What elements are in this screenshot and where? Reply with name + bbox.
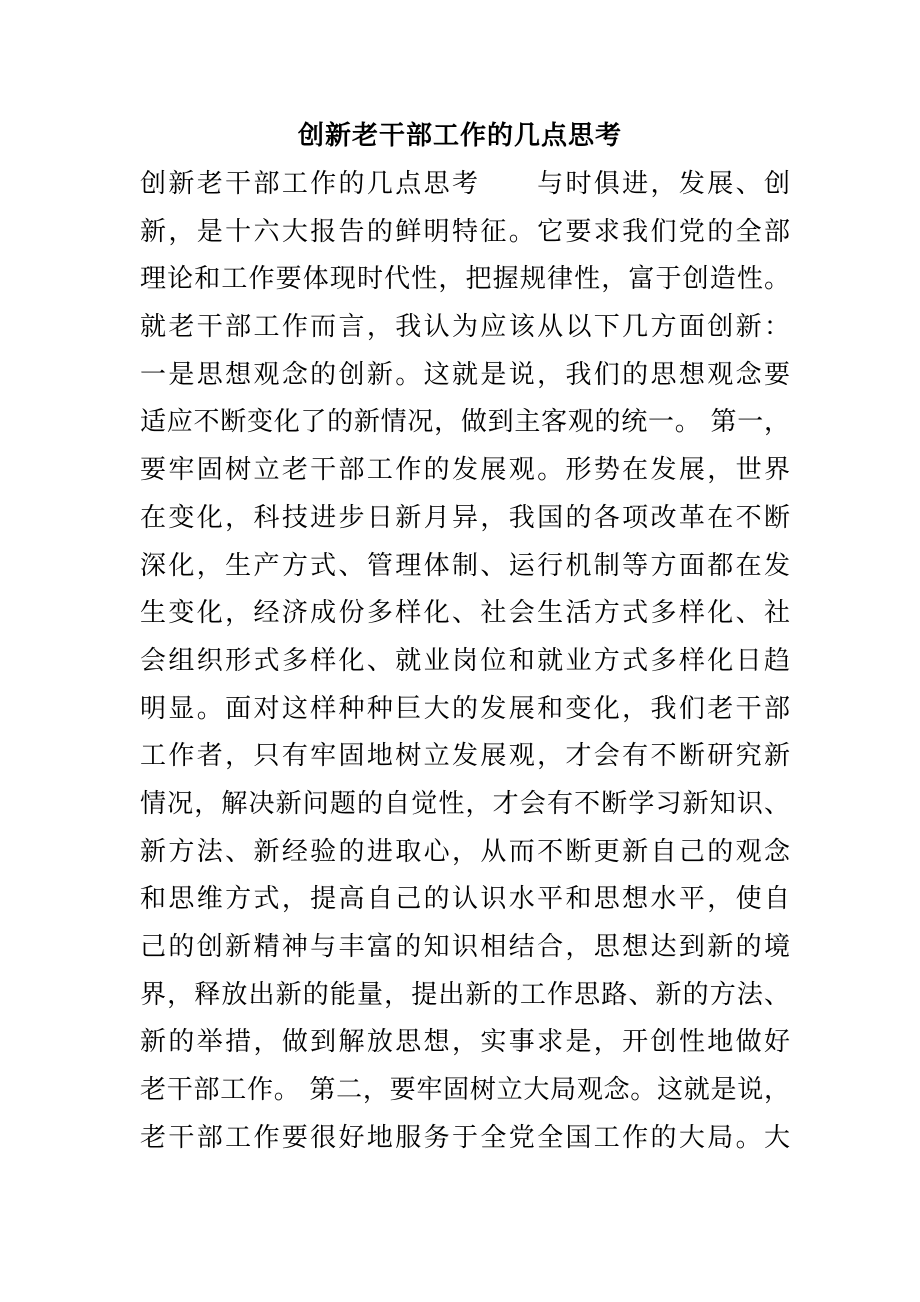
body-line: 新，是十六大报告的鲜明特征。它要求我们党的全部 [140,216,790,247]
body-line: 要牢固树立老干部工作的发展观。形势在发展，世界 [140,455,790,486]
body-line: 理论和工作要体现时代性，把握规律性，富于创造性。 [140,264,790,295]
document-body [140,161,790,1162]
body-line: 一是思想观念的创新。这就是说，我们的思想观念要 [140,359,790,390]
body-line: 老干部工作。 第二，要牢固树立大局观念。这就是说， [140,1075,790,1106]
document-title: 创新老干部工作的几点思考 [297,121,622,151]
body-line: 创新老干部工作的几点思考 与时俱进，发展、创 [140,169,790,199]
body-line: 就老干部工作而言，我认为应该从以下几方面创新： [140,312,790,343]
body-line: 深化，生产方式、管理体制、运行机制等方面都在发 [140,550,790,581]
body-line: 适应不断变化了的新情况，做到主客观的统一。 第一， [140,407,790,438]
body-line: 和思维方式，提高自己的认识水平和思想水平，使自 [140,884,790,915]
body-line: 老干部工作要很好地服务于全党全国工作的大局。大 [140,1122,790,1153]
body-line: 会组织形式多样化、就业岗位和就业方式多样化日趋 [140,645,790,676]
body-line: 生变化，经济成份多样化、社会生活方式多样化、社 [140,598,790,629]
body-line: 工作者，只有牢固地树立发展观，才会有不断研究新 [140,741,790,772]
body-line: 新的举措，做到解放思想，实事求是，开创性地做好 [140,1027,790,1058]
body-line: 新方法、新经验的进取心，从而不断更新自己的观念 [140,836,790,867]
body-line: 明显。面对这样种种巨大的发展和变化，我们老干部 [140,693,790,724]
body-line: 情况，解决新问题的自觉性，才会有不断学习新知识、 [140,788,790,819]
body-line: 己的创新精神与丰富的知识相结合，思想达到新的境 [140,932,790,962]
body-line: 在变化，科技进步日新月异，我国的各项改革在不断 [140,502,790,533]
body-line: 界，释放出新的能量，提出新的工作思路、新的方法、 [140,979,790,1010]
